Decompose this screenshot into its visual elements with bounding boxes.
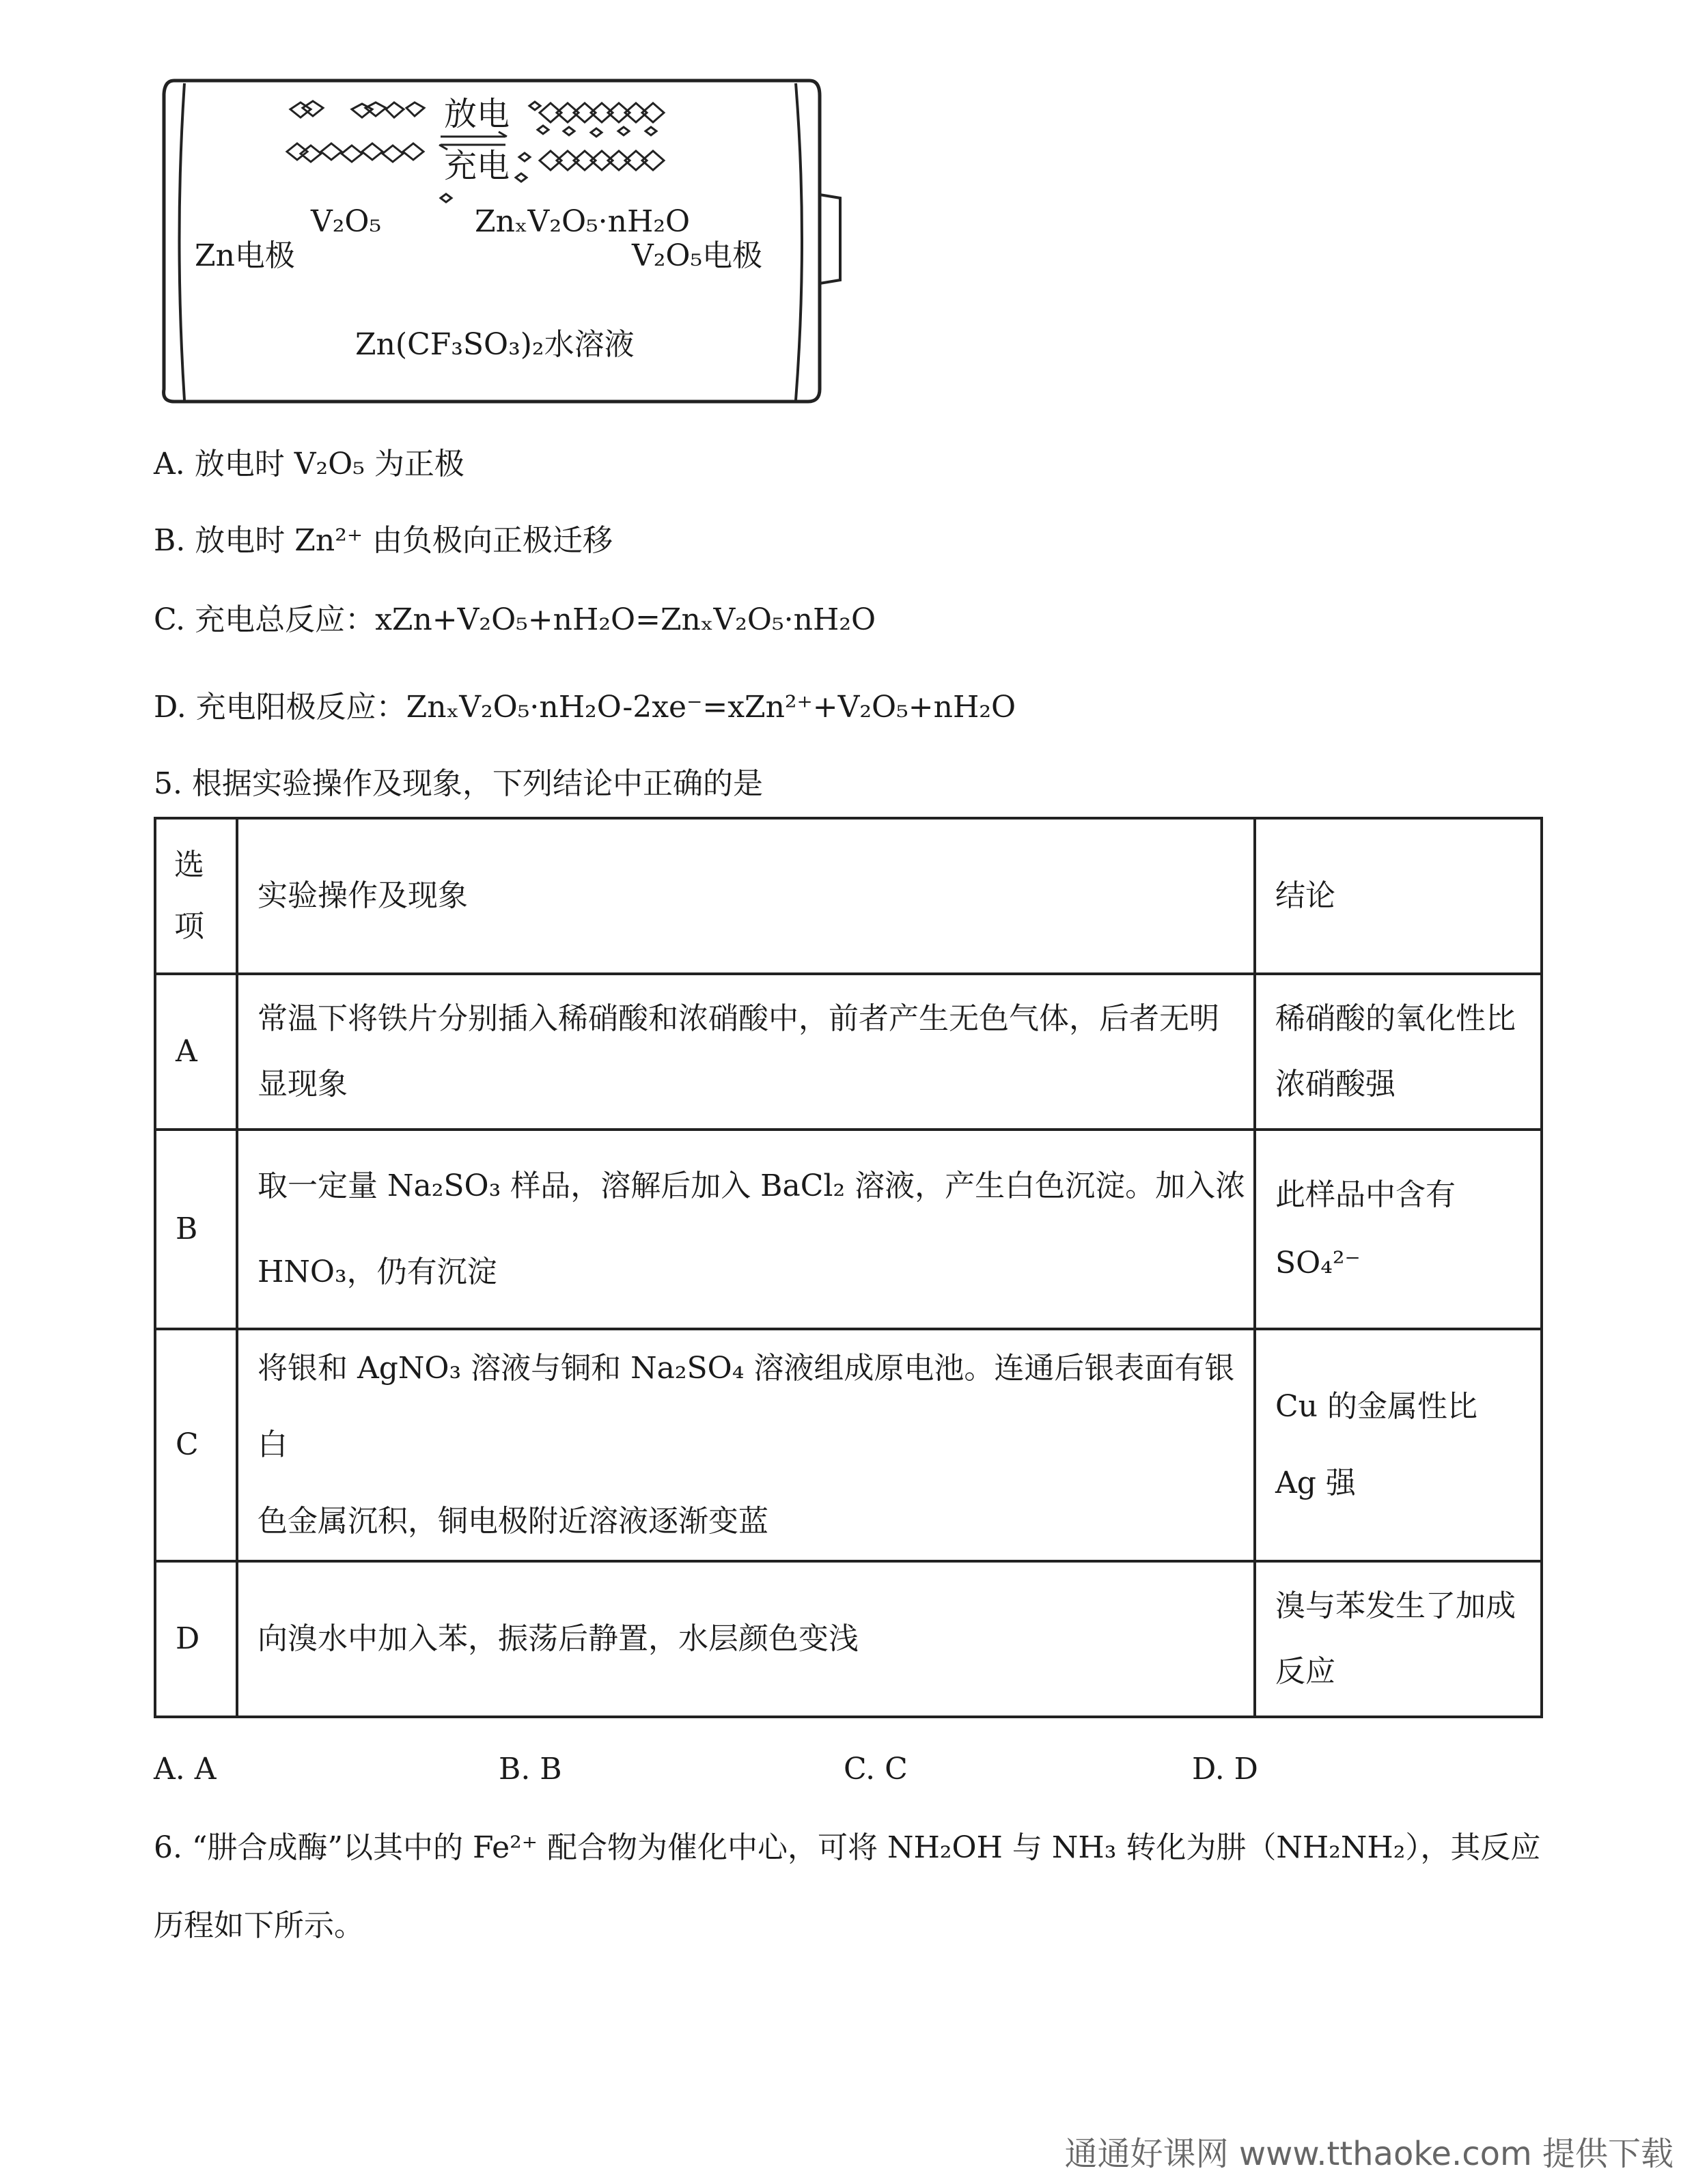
q5-choice-b: B. B [499, 1752, 562, 1787]
v2o5-electrode-label: V₂O₅电极 [632, 238, 763, 273]
row-c-operation-line2: 色金属沉积，铜电极附近溶液逐渐变蓝 [258, 1504, 768, 1539]
battery-diagram [147, 68, 850, 410]
row-c-conclusion-line1: Cu 的金属性比 [1275, 1389, 1477, 1424]
q5-choice-c: C. C [844, 1752, 908, 1787]
row-a-operation-line1: 常温下将铁片分别插入稀硝酸和浓硝酸中，前者产生无色气体，后者无明 [258, 1001, 1219, 1036]
q4-option-b: B. 放电时 Zn²⁺ 由负极向正极迁移 [154, 523, 613, 558]
v2o5-layer-icon [287, 101, 424, 162]
q5-choice-d: D. D [1192, 1752, 1258, 1787]
table-row [155, 974, 1542, 1130]
table-row [155, 1561, 1542, 1717]
row-c-conclusion [1255, 1329, 1542, 1561]
row-a-conclusion-line2: 浓硝酸强 [1275, 1067, 1396, 1102]
footer-watermark: 通通好课网 www.tthaoke.com 提供下载 [1064, 2135, 1674, 2173]
row-d-operation [237, 1561, 1255, 1717]
row-a-option: A [155, 974, 237, 1130]
q4-option-c: C. 充电总反应：xZn+V₂O₅+nH₂O=ZnₓV₂O₅·nH₂O [154, 602, 876, 637]
row-b-conclusion [1255, 1130, 1542, 1329]
q4-option-a: A. 放电时 V₂O₅ 为正极 [154, 447, 464, 481]
row-a-conclusion [1255, 974, 1542, 1130]
row-d-option: D [155, 1561, 237, 1717]
table-header-row [155, 818, 1542, 974]
row-a-operation [237, 974, 1255, 1130]
row-b-operation-line2: HNO₃，仍有沉淀 [258, 1255, 497, 1289]
charge-label: 充电 [444, 147, 510, 185]
q5-table [154, 817, 1540, 1689]
row-a-operation-line2: 显现象 [258, 1067, 348, 1102]
row-b-operation [237, 1130, 1255, 1329]
row-c-operation-line1: 将银和 AgNO₃ 溶液与铜和 Na₂SO₄ 溶液组成原电池。连通后银表面有银白 [258, 1351, 1235, 1462]
row-c-option: C [155, 1329, 237, 1561]
row-d-conclusion-line1: 溴与苯发生了加成 [1275, 1588, 1516, 1623]
znxv2o5-species-label: ZnₓV₂O₅·nH₂O [475, 204, 691, 239]
row-c-operation [237, 1329, 1255, 1561]
row-c-conclusion-line2: Ag 强 [1275, 1466, 1356, 1500]
q6-line2: 历程如下所示。 [154, 1908, 364, 1943]
q5-stem: 5. 根据实验操作及现象，下列结论中正确的是 [154, 766, 763, 801]
electrolyte-label: Zn(CF₃SO₃)₂水溶液 [355, 327, 635, 362]
table-row [155, 1329, 1542, 1561]
table-row [155, 1130, 1542, 1329]
header-option: 选项 [155, 818, 237, 974]
row-b-conclusion-line1: 此样品中含有 SO₄²⁻ [1275, 1177, 1456, 1280]
q5-choice-a: A. A [154, 1752, 217, 1787]
header-operation: 实验操作及现象 [237, 818, 1255, 974]
v2o5-species-label: V₂O₅ [311, 204, 382, 239]
zn-electrode-label: Zn电极 [195, 238, 295, 273]
row-d-conclusion-line2: 反应 [1275, 1654, 1335, 1689]
q4-option-d: D. 充电阳极反应：ZnₓV₂O₅·nH₂O-2xe⁻=xZn²⁺+V₂O₅+nH₂O [154, 690, 1016, 725]
row-d-operation-line1: 向溴水中加入苯，振荡后静置，水层颜色变浅 [258, 1621, 859, 1656]
q6-line1: 6. “肼合成酶”以其中的 Fe²⁺ 配合物为催化中心，可将 NH₂OH 与 NH₃ 转化为肼（NH₂NH₂），其反应 [154, 1830, 1541, 1865]
header-conclusion: 结论 [1255, 818, 1542, 974]
row-b-option: B [155, 1130, 237, 1329]
row-d-conclusion [1255, 1561, 1542, 1717]
row-a-conclusion-line1: 稀硝酸的氧化性比 [1275, 1001, 1516, 1036]
row-b-operation-line1: 取一定量 Na₂SO₃ 样品，溶解后加入 BaCl₂ 溶液，产生白色沉淀。加入浓 [258, 1168, 1246, 1203]
discharge-label: 放电 [444, 95, 510, 133]
